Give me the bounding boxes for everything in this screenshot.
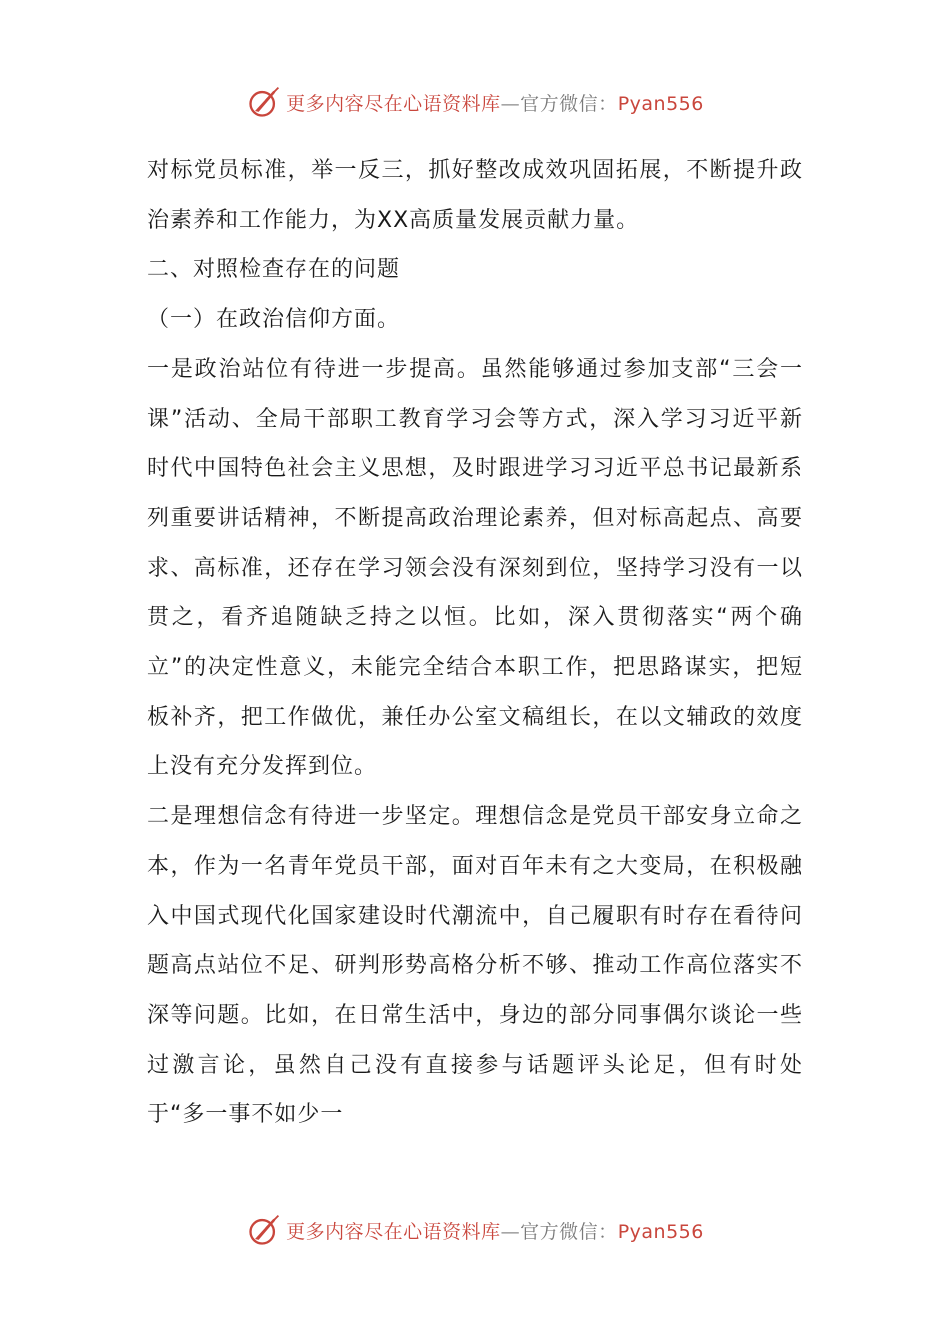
footer-banner-text [286, 1217, 704, 1244]
quill-logo-icon [246, 84, 282, 120]
paragraph-continuation: 对标党员标准，举一反三，抓好整改成效巩固拓展，不断提升政治素养和工作能力，为XX高质量发展贡献力量。 [147, 158, 803, 233]
header-banner-wechat-id: Pyan556 [617, 92, 704, 115]
header-banner [0, 80, 950, 124]
document-body [147, 146, 803, 1140]
header-banner-dash: — [500, 92, 521, 115]
quill-logo-icon [246, 1212, 282, 1248]
footer-banner-main: 更多内容尽在心语资料库 [286, 1220, 501, 1243]
footer-banner [0, 1208, 950, 1252]
header-banner-main: 更多内容尽在心语资料库 [286, 92, 501, 115]
footer-banner-dash: — [500, 1220, 521, 1243]
footer-banner-wechat-id: Pyan556 [617, 1220, 704, 1243]
section-heading: 二、对照检查存在的问题 [147, 257, 401, 283]
paragraph-ideals-beliefs: 二是理想信念有待进一步坚定。理想信念是党员干部安身立命之本，作为一名青年党员干部，面对百年未有之大变局，在积极融入中国式现代化国家建设时代潮流中，自己履职有时存在看待问题高点站位不足、研判形势高格分析不够、推动工作高位落实不深等问题。比如，在日常生活中，身边的部分同事偶尔谈论一些过激言论，虽然自己没有直接参与话题评头论足，但有时处于“多一事不如少一 [147, 804, 803, 1128]
paragraph-political-stance: 一是政治站位有待进一步提高。虽然能够通过参加支部“三会一课”活动、全局干部职工教育学习会等方式，深入学习习近平新时代中国特色社会主义思想，及时跟进学习习近平总书记最新系列重要讲话精神，不断提高政治理论素养，但对标高起点、高要求、高标准，还存在学习领会没有深刻到位，坚持学习没有一以贯之，看齐追随缺乏持之以恒。比如，深入贯彻落实“两个确立”的决定性意义，未能完全结合本职工作，把思路谋实，把短板补齐，把工作做优，兼任办公室文稿组长，在以文辅政的效度上没有充分发挥到位。 [147, 356, 803, 780]
header-banner-sub: 官方微信： [520, 92, 618, 115]
subsection-heading: （一）在政治信仰方面。 [147, 307, 401, 333]
footer-banner-sub: 官方微信： [520, 1220, 618, 1243]
header-banner-text [286, 89, 704, 116]
